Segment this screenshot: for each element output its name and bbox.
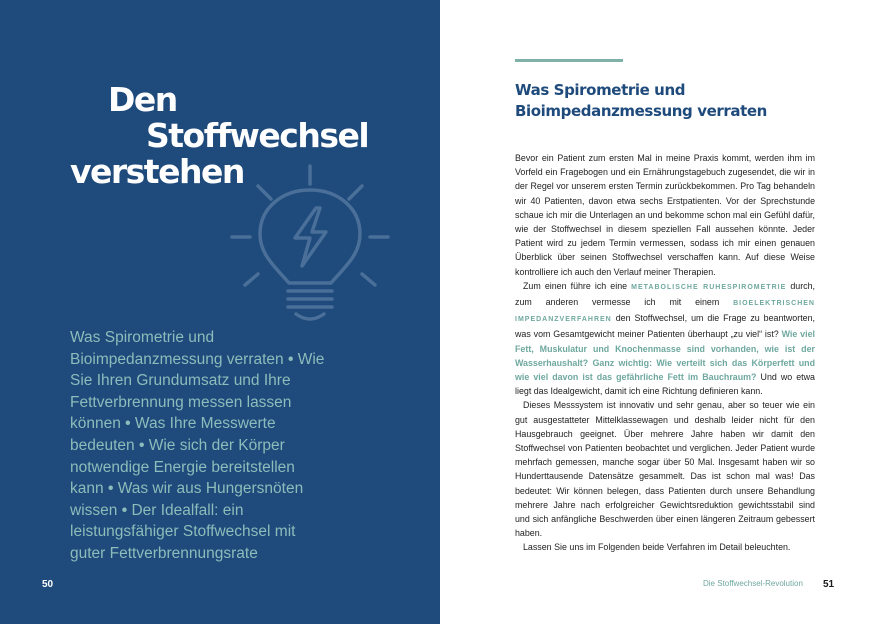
paragraph-2: Zum einen führe ich eine METABOLISCHE RUHESPIROMETRIE durch, zum anderen vermesse ich mit einem BIOELEKTRISCHEN IMPEDANZVERFAHREN den Stoffwechsel, um die Frage zu beantworten, was vom Gesamtgewicht meiner Patienten überhaupt „zu viel“ ist? Wie viel Fett, Muskulatur und Knochenmasse sind vorhanden, wie ist der Wasserhaushalt? Ganz wichtig: Wie verteilt sich das Körperfett und wie viel davon ist das gefährliche Fett im Bauchraum? Und wo etwa liegt das Idealgewicht, damit ich eine Richtung definieren kann. — [515, 280, 815, 397]
page-number-right: 51 — [823, 579, 835, 590]
page-number-left: 50 — [42, 579, 54, 590]
chapter-title-line-1: Den — [108, 80, 177, 119]
paragraph-3: Dieses Messsystem ist innovativ und sehr genau, aber so teuer wie ein gut ausgestatteter Mittelklassewagen und deshalb leider nicht für den Hausgebrauch geeignet. Über mehrere Jahre haben wir damit den Stoffwechsel von Patienten beobachtet und verglichen. Jeder Patient wurde mehrfach gemessen, manche sogar über 50 Mal. Insgesamt haben wir so Hunderttausende Datensätze gesammelt. Das ist schon mal was! Das bedeutet: Wir können belegen, dass Patienten durch unsere Behandlung mehrere Jahre nach erfolgreicher Gewichtsreduktion gewichtsstabil sind und sich anfängliche Beschwerden über einen längeren Zeitraum gebessert haben. — [515, 400, 815, 539]
chapter-title-line-2: Stoffwechsel — [146, 116, 369, 155]
toc-item: Der Idealfall: ein leistungsfähiger Stoffwechsel mit guter Fettverbrennungsrate — [70, 501, 296, 562]
chapter-contents — [70, 327, 330, 565]
paragraph-1: Bevor ein Patient zum ersten Mal in meine Praxis kommt, werden ihm im Vorfeld ein Fragebogen und ein Ernährungstagebuch zugesendet, die wir in der Regel vor unserem ersten Termin zurückbekommen. Pro Tag behandeln wir 40 Patienten, davon etwa sechs Erstpatienten. Vor der Sprechstunde schaue ich mir die Unterlagen an und bekomme schon mal ein Gefühl dafür, wie der Stoffwechsel in diesem speziellen Fall aussehen könnte. Jeder Patient wird zu jedem Termin vermessen, sodass ich mir einen genauen Überblick über seinen Stoffwechsel verschaffen kann. Auf diese Weise kontrolliere ich auch den Verlauf meiner Therapien. — [515, 153, 815, 277]
toc-bullet: • — [107, 480, 114, 498]
toc-item: Was Ihre Messwerte bedeuten — [70, 415, 276, 454]
toc-bullet: • — [125, 415, 131, 433]
toc-item: Wie Sie Ihren Grundumsatz und Ihre Fettverbrennung messen lassen können — [70, 350, 325, 433]
term-spirometry: METABOLISCHE RUHESPIROMETRIE — [631, 283, 787, 291]
section-heading — [515, 80, 815, 122]
term-impedance: BIOELEKTRISCHEN IMPEDANZVERFAHREN — [515, 300, 815, 324]
running-footer-title: Die Stoffwechsel-Revolution — [703, 579, 803, 588]
chapter-title-line-3: verstehen — [70, 152, 244, 191]
section-heading-line-2: Bioimpedanzmessung verraten — [515, 102, 767, 120]
highlighted-questions: Wie viel Fett, Muskulatur und Knochenmasse sind vorhanden, wie ist der Wasserhaushalt? Ganz wichtig: Wie verteilt sich das Körperfett und wie viel davon ist das gefährliche Fett im Bauchraum? — [515, 329, 815, 383]
toc-bullet: • — [287, 350, 294, 368]
paragraph-4: Lassen Sie uns im Folgenden beide Verfahren im Detail beleuchten. — [523, 542, 791, 553]
toc-item: Was wir aus Hungersnöten wissen — [70, 480, 304, 519]
toc-item: Wie sich der Körper notwendige Energie bereitstellen kann — [70, 436, 295, 498]
lightbulb-lightning-icon — [228, 158, 398, 333]
toc-bullet: • — [121, 501, 128, 519]
section-heading-line-1: Was Spirometrie und — [515, 81, 686, 99]
body-text — [515, 151, 815, 555]
right-page — [440, 0, 879, 624]
section-rule — [515, 59, 623, 62]
toc-bullet: • — [138, 436, 145, 454]
toc-intro: Was Spirometrie und Bioimpedanzmessung verraten — [70, 329, 284, 368]
